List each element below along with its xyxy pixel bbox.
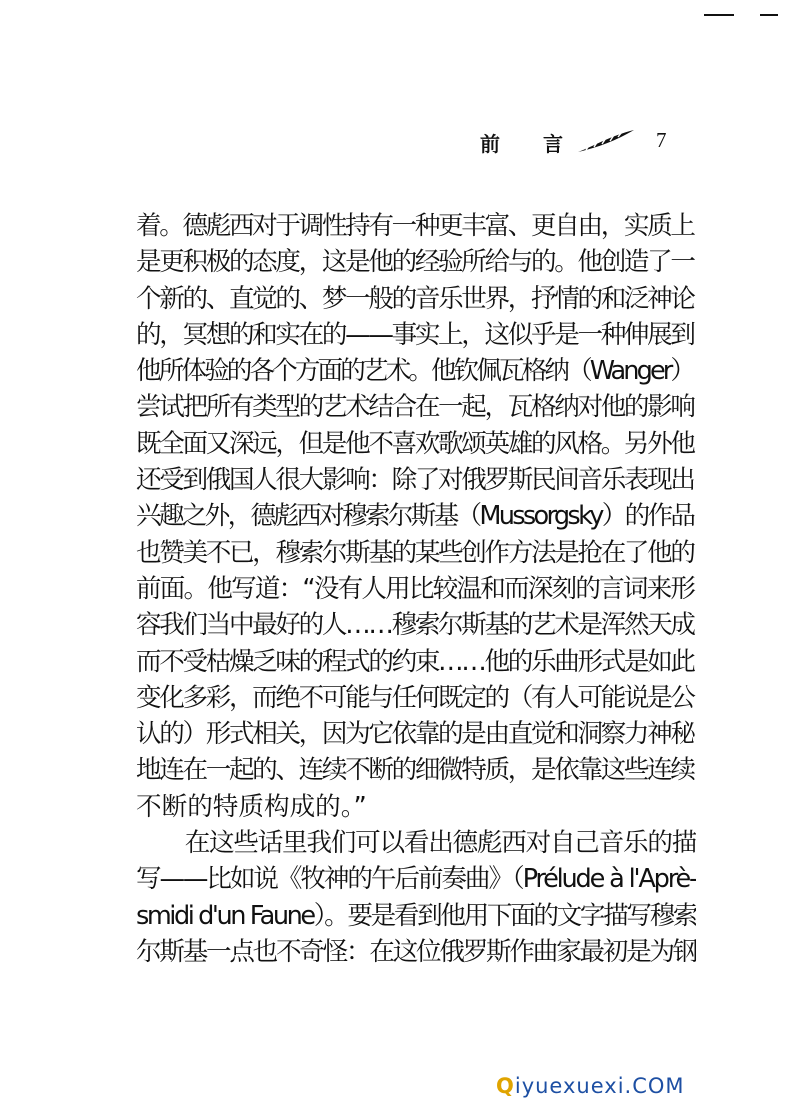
text-line: 前面。他写道：“没有人用比较温和而深刻的言词来形 <box>136 573 695 604</box>
chapter-title: 前 言 <box>480 132 581 156</box>
running-head <box>480 126 680 158</box>
text-line: 也赞美不已，穆索尔斯基的某些创作方法是抢在了他的 <box>136 537 694 568</box>
feather-ornament-icon <box>576 128 636 154</box>
body-text <box>136 208 696 970</box>
text-line: 他所体验的各个方面的艺术。他钦佩瓦格纳（Wanger） <box>136 356 694 387</box>
text-line: 是更积极的态度，这是他的经验所给与的。他创造了一 <box>136 247 694 278</box>
text-line: 认的）形式相关，因为它依靠的是由直觉和洞察力神秘 <box>136 719 694 750</box>
text-line: 尝试把所有类型的艺术结合在一起，瓦格纳对他的影响 <box>136 392 694 423</box>
text-line: 不断的特质构成的。” <box>136 791 367 822</box>
text-line: 兴趣之外，德彪西对穆索尔斯基（Mussorgsky）的作品 <box>136 501 694 532</box>
text-line: 在这些话里我们可以看出德彪西对自己音乐的描 <box>136 828 696 859</box>
header-rule-right <box>760 14 778 16</box>
text-line: 尔斯基一点也不奇怪：在这位俄罗斯作曲家最初是为钢 <box>136 936 696 967</box>
text-line: 变化多彩，而绝不可能与任何既定的（有人可能说是公 <box>136 682 694 713</box>
paragraph-1 <box>136 208 696 825</box>
text-line: 的，冥想的和实在的——事实上，这似乎是一种伸展到 <box>136 319 694 350</box>
watermark-text: iyuexuexi.COM <box>514 1074 685 1098</box>
text-line: 容我们当中最好的人……穆索尔斯基的艺术是浑然天成 <box>136 610 694 641</box>
site-watermark <box>496 1074 685 1098</box>
text-line: 既全面又深远，但是他不喜欢歌颂英雄的风格。另外他 <box>136 428 694 459</box>
text-line: 写——比如说《牧神的午后前奏曲》（Prélude à l'Aprè- <box>136 864 696 895</box>
text-line: 个新的、直觉的、梦一般的音乐世界，抒情的和泛神论 <box>136 283 694 314</box>
header-rule-left <box>704 14 734 16</box>
page-number: 7 <box>656 128 667 152</box>
text-line: 着。德彪西对于调性持有一种更丰富、更自由，实质上 <box>136 211 694 241</box>
text-line: 还受到俄国人很大影响：除了对俄罗斯民间音乐表现出 <box>136 465 694 496</box>
text-line: 地连在一起的、连续不断的细微特质，是依靠这些连续 <box>136 755 694 786</box>
text-line: smidi d'un Faune）。要是看到他用下面的文字描写穆索 <box>136 900 696 931</box>
text-line: 而不受枯燥乏味的程式的约束……他的乐曲形式是如此 <box>136 646 694 677</box>
paragraph-2 <box>136 825 696 970</box>
watermark-logo-icon: Q <box>496 1074 515 1098</box>
